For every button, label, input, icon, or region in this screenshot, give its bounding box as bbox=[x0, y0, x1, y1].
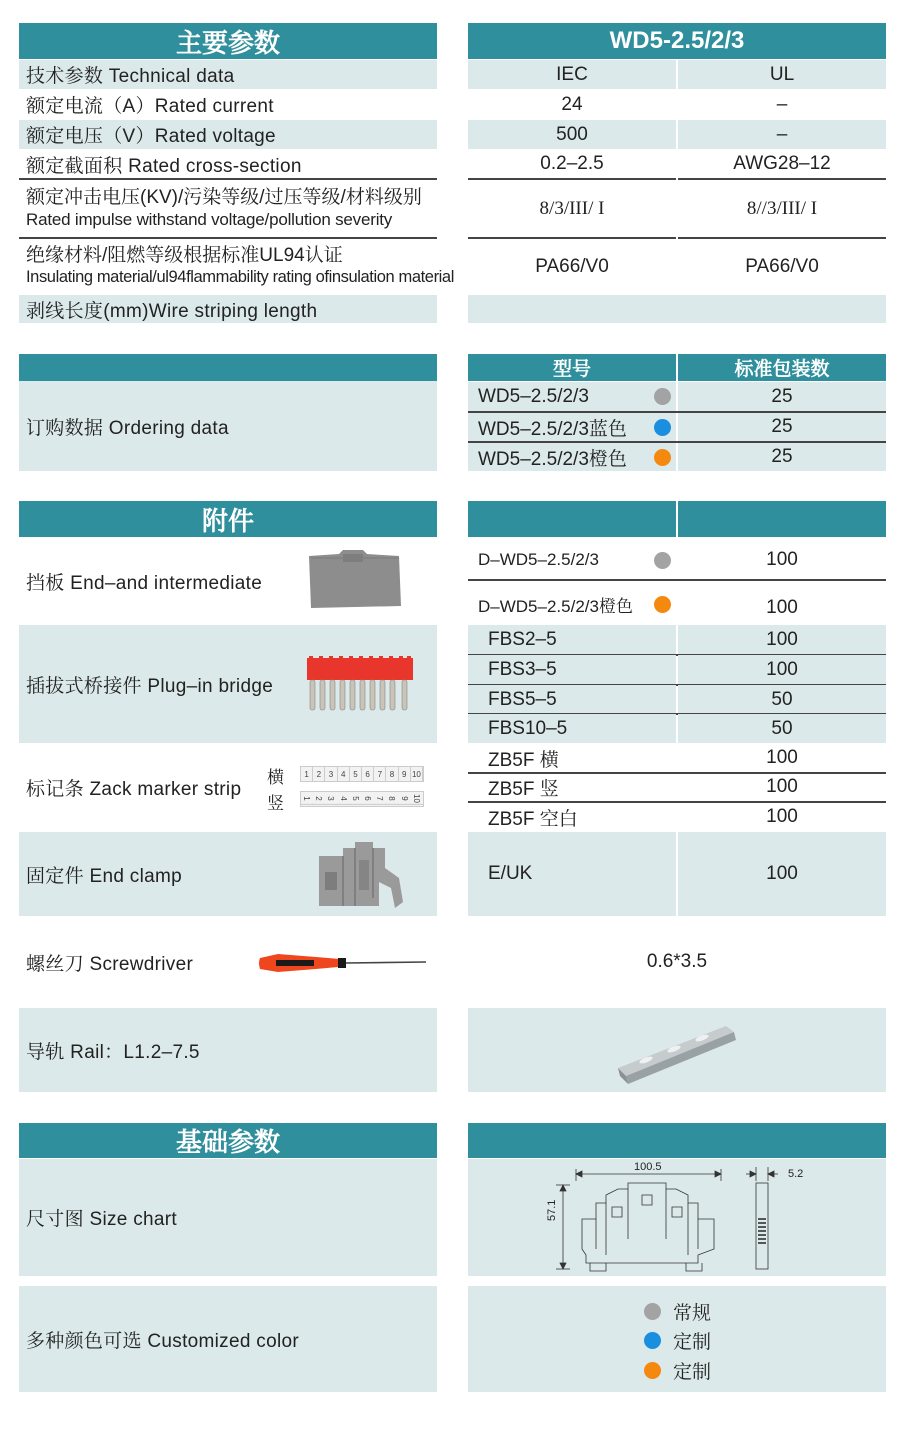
basic-params-header: 基础参数 bbox=[19, 1123, 437, 1158]
bridge-image bbox=[305, 656, 415, 714]
din-rail-image bbox=[616, 1018, 738, 1088]
dimension-drawing bbox=[546, 1159, 816, 1276]
impulse-voltage-iec: 8/3/III/ I bbox=[539, 197, 605, 219]
end-plate-model bbox=[468, 545, 676, 575]
rail-label: 导轨 Rail：L1.2–7.5 bbox=[19, 1008, 437, 1092]
order-row-model bbox=[468, 413, 676, 441]
marker-qty: 100 bbox=[766, 806, 798, 827]
divider bbox=[468, 178, 676, 180]
ul-header: UL bbox=[678, 60, 886, 89]
strip-length-label: 剥线长度(mm)Wire striping length bbox=[19, 295, 437, 323]
marker-number: 6 bbox=[361, 793, 375, 805]
blue-dot-icon bbox=[654, 419, 671, 436]
marker-number: 3 bbox=[325, 767, 337, 781]
marker-number: 7 bbox=[373, 793, 387, 805]
rated-voltage-ul: – bbox=[678, 120, 886, 149]
basic-params-header-right bbox=[468, 1123, 886, 1158]
marker-label: 标记条 Zack marker strip bbox=[26, 778, 242, 800]
marker-model: ZB5F 横 bbox=[488, 749, 559, 771]
marker-number: 5 bbox=[349, 793, 363, 805]
marker-number: 1 bbox=[300, 793, 314, 805]
insulation-ul: PA66/V0 bbox=[745, 255, 819, 277]
divider bbox=[19, 237, 437, 239]
screwdriver-image bbox=[256, 948, 428, 978]
pack-col-header: 标准包装数 bbox=[678, 354, 886, 381]
model-header: WD5-2.5/2/3 bbox=[468, 23, 886, 59]
size-chart-cell bbox=[468, 1159, 886, 1276]
bridge-model: FBS5–5 bbox=[468, 685, 676, 714]
end-plate-model-text: D–WD5–2.5/2/3 bbox=[478, 550, 599, 569]
marker-number: 3 bbox=[325, 793, 339, 805]
orange-dot-icon bbox=[644, 1362, 661, 1379]
bridge-model: FBS10–5 bbox=[468, 714, 676, 743]
marker-number: 9 bbox=[398, 793, 412, 805]
marker-number: 8 bbox=[386, 793, 400, 805]
marker-strip-vertical bbox=[300, 791, 424, 807]
bridge-model: FBS3–5 bbox=[468, 655, 676, 684]
marker-number: 4 bbox=[338, 767, 350, 781]
clamp-model: E/UK bbox=[468, 832, 676, 916]
orange-dot-icon bbox=[654, 596, 671, 613]
marker-model: ZB5F 竖 bbox=[488, 778, 559, 800]
bridge-label: 插拔式桥接件 Plug–in bridge bbox=[19, 625, 437, 743]
marker-qty: 100 bbox=[766, 776, 798, 797]
marker-number: 7 bbox=[374, 767, 386, 781]
accessories-header: 附件 bbox=[19, 501, 437, 537]
order-row-model bbox=[468, 443, 676, 471]
cross-section-ul: AWG28–12 bbox=[733, 153, 831, 174]
main-params-header: 主要参数 bbox=[19, 23, 437, 59]
marker-number: 2 bbox=[312, 793, 326, 805]
marker-vertical-label: 竖 bbox=[267, 794, 284, 813]
divider bbox=[19, 178, 437, 180]
end-plate-model bbox=[468, 590, 676, 618]
width-dimension: 100.5 bbox=[634, 1161, 662, 1173]
rated-voltage-label: 额定电压（V）Rated voltage bbox=[19, 120, 437, 149]
marker-horizontal-label: 横 bbox=[267, 768, 284, 787]
order-model-text: WD5–2.5/2/3 bbox=[478, 385, 589, 407]
order-row-qty: 25 bbox=[678, 382, 886, 411]
end-plate-qty: 100 bbox=[766, 597, 798, 618]
insulation-label bbox=[19, 240, 454, 293]
color-legend-item bbox=[644, 1298, 711, 1325]
screwdriver-spec: 0.6*3.5 bbox=[646, 951, 708, 972]
color-legend-item bbox=[644, 1327, 711, 1354]
color-legend-text: 定制 bbox=[673, 1332, 712, 1353]
order-model-text: WD5–2.5/2/3蓝色 bbox=[478, 418, 627, 440]
end-clamp-image bbox=[315, 838, 407, 912]
color-legend-text: 定制 bbox=[673, 1362, 712, 1383]
order-model-text: WD5–2.5/2/3橙色 bbox=[478, 448, 627, 470]
marker-number: 6 bbox=[362, 767, 374, 781]
impulse-voltage-label bbox=[19, 181, 437, 236]
divider bbox=[468, 237, 676, 239]
divider bbox=[678, 237, 886, 239]
marker-number: 1 bbox=[301, 767, 313, 781]
end-plate-image bbox=[305, 550, 403, 610]
insulation-en: Insulating material/ul94flammability rating ofinsulation material bbox=[26, 268, 454, 286]
technical-data-label: 技术参数 Technical data bbox=[19, 60, 437, 89]
bridge-qty: 100 bbox=[678, 655, 886, 684]
impulse-voltage-ul: 8//3/III/ I bbox=[746, 197, 818, 219]
orange-dot-icon bbox=[654, 449, 671, 466]
marker-number: 8 bbox=[386, 767, 398, 781]
color-legend-cell bbox=[468, 1286, 886, 1392]
accessories-header-right bbox=[678, 501, 886, 537]
grey-dot-icon bbox=[644, 1303, 661, 1320]
insulation-cn: 绝缘材料/阻燃等级根据标准UL94认证 bbox=[26, 245, 343, 267]
impulse-voltage-cn: 额定冲击电压(KV)/污染等级/过压等级/材料级别 bbox=[26, 186, 422, 208]
divider bbox=[468, 579, 886, 581]
height-dimension: 57.1 bbox=[546, 1199, 558, 1221]
clamp-qty: 100 bbox=[678, 832, 886, 916]
rated-voltage-iec: 500 bbox=[468, 120, 676, 149]
grey-dot-icon bbox=[654, 388, 671, 405]
insulation-iec: PA66/V0 bbox=[535, 255, 609, 277]
strip-length-value bbox=[468, 295, 886, 323]
marker-number: 9 bbox=[399, 767, 411, 781]
accessories-header-right bbox=[468, 501, 676, 537]
marker-qty: 100 bbox=[766, 747, 798, 768]
end-plate-qty: 100 bbox=[766, 549, 798, 570]
marker-model: ZB5F 空白 bbox=[488, 808, 578, 830]
divider bbox=[678, 178, 886, 180]
marker-number: 2 bbox=[313, 767, 325, 781]
screwdriver-label: 螺丝刀 Screwdriver bbox=[26, 953, 194, 975]
end-plate-model-text: D–WD5–2.5/2/3橙色 bbox=[478, 596, 633, 616]
thickness-dimension: 5.2 bbox=[788, 1168, 804, 1180]
bridge-qty: 50 bbox=[678, 714, 886, 743]
model-col-header: 型号 bbox=[468, 354, 676, 381]
marker-number: 10 bbox=[411, 767, 423, 781]
order-row-qty: 25 bbox=[678, 443, 886, 471]
ordering-header-bar bbox=[19, 354, 437, 381]
cross-section-iec: 0.2–2.5 bbox=[540, 153, 604, 174]
rated-current-label: 额定电流（A）Rated current bbox=[26, 96, 274, 117]
grey-dot-icon bbox=[654, 552, 671, 569]
marker-number: 4 bbox=[337, 793, 351, 805]
ordering-label: 订购数据 Ordering data bbox=[19, 381, 437, 471]
bridge-model: FBS2–5 bbox=[468, 625, 676, 654]
clamp-label: 固定件 End clamp bbox=[19, 832, 437, 916]
color-options-label: 多种颜色可选 Customized color bbox=[19, 1286, 437, 1392]
blue-dot-icon bbox=[644, 1332, 661, 1349]
rated-current-ul: – bbox=[776, 93, 788, 115]
size-chart-label: 尺寸图 Size chart bbox=[19, 1159, 437, 1276]
rail-image-cell bbox=[468, 1008, 886, 1092]
marker-strip-horizontal bbox=[300, 766, 424, 782]
end-plate-label: 挡板 End–and intermediate bbox=[26, 572, 263, 594]
marker-number: 5 bbox=[350, 767, 362, 781]
cross-section-label: 额定截面积 Rated cross-section bbox=[26, 155, 302, 177]
color-legend-item bbox=[644, 1357, 711, 1384]
iec-header: IEC bbox=[468, 60, 676, 89]
bridge-qty: 50 bbox=[678, 685, 886, 714]
impulse-voltage-en: Rated impulse withstand voltage/pollution severity bbox=[26, 209, 393, 229]
bridge-qty: 100 bbox=[678, 625, 886, 654]
color-legend-text: 常规 bbox=[673, 1303, 712, 1324]
rated-current-iec: 24 bbox=[561, 93, 583, 115]
order-row-model bbox=[468, 382, 676, 411]
marker-number: 10 bbox=[410, 793, 424, 805]
order-row-qty: 25 bbox=[678, 413, 886, 441]
